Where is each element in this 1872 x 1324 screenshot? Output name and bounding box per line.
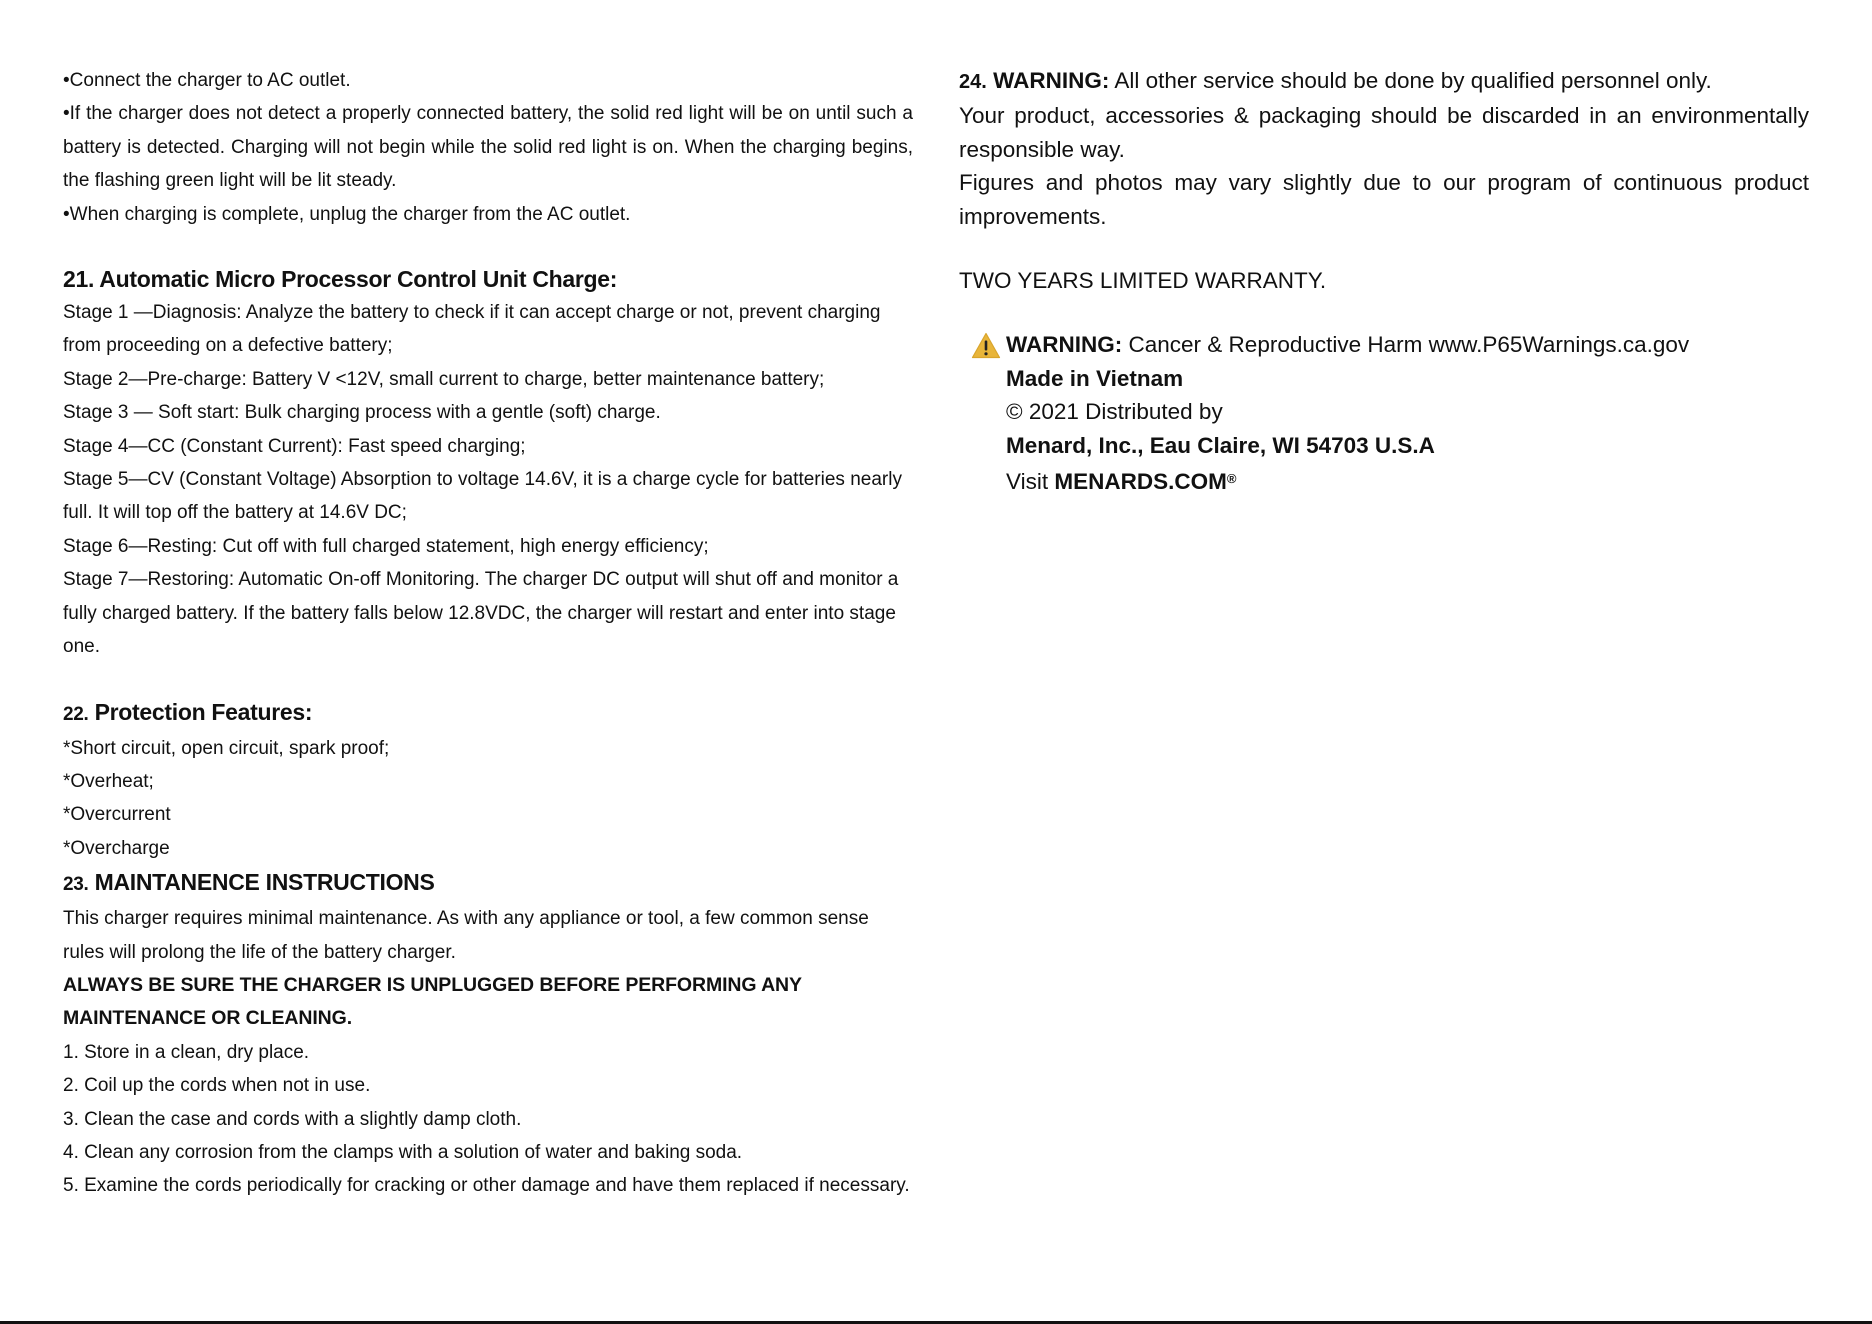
left-column (63, 64, 913, 1203)
maintenance-step: 4. Clean any corrosion from the clamps with a solution of water and baking soda. (63, 1141, 743, 1163)
maintenance-caution: ALWAYS BE SURE THE CHARGER IS UNPLUGGED BEFORE PERFORMING ANY MAINTENANCE OR CLEANING. (63, 973, 802, 1030)
protection-item: *Overcharge (63, 837, 170, 859)
website-link[interactable]: MENARDS.COM (1054, 469, 1227, 495)
stage-5: Stage 5—CV (Constant Voltage) Absorption to voltage 14.6V, it is a charge cycle for batteries nearly full. It will top off the battery at 14.6V DC; (63, 469, 902, 524)
stage-7: Stage 7—Restoring: Automatic On-off Monitoring. The charger DC output will shut off and monitor a fully charged battery. If the battery falls below 12.8VDC, the charger will restart and enter into stage one. (63, 569, 899, 658)
maintenance-step: 5. Examine the cords periodically for cracking or other damage and have them replaced if necessary. (63, 1175, 910, 1197)
warning-triangle-icon (971, 332, 1001, 359)
section-23-title (63, 865, 913, 902)
stage-2: Stage 2—Pre-charge: Battery V <12V, small current to charge, better maintenance battery; (63, 368, 825, 390)
section-24-number: 24. (959, 71, 987, 93)
maintenance-step: 2. Coil up the cords when not in use. (63, 1075, 371, 1097)
section-22-number: 22. (63, 703, 89, 725)
visit-line (959, 462, 1809, 498)
warranty: TWO YEARS LIMITED WARRANTY. (959, 268, 1327, 294)
section-24-warning (959, 64, 1809, 99)
stage-1: Stage 1 —Diagnosis: Analyze the battery to check if it can accept charge or not, prevent charging from proceeding on a defective battery; (63, 302, 881, 357)
protection-item: *Overheat; (63, 770, 154, 792)
prop65-warning (959, 328, 1809, 361)
distributed-by: © 2021 Distributed by (1006, 399, 1223, 425)
prop65-label: WARNING: (1006, 332, 1123, 358)
stage-3: Stage 3 — Soft start: Bulk charging process with a gentle (soft) charge. (63, 402, 661, 424)
figures-note: Figures and photos may vary slightly due to our program of continuous product improvements. (959, 170, 1809, 229)
disposal-note: Your product, accessories & packaging should be discarded in an environmentally responsible way. (959, 103, 1809, 162)
protection-item: *Short circuit, open circuit, spark proof; (63, 737, 390, 759)
section-21-title: 21. Automatic Micro Processor Control Unit Charge: (63, 266, 618, 293)
section-22-label: Protection Features: (94, 698, 313, 725)
intro-detect: •If the charger does not detect a properly connected battery, the solid red light will be on until such a battery is detected. Charging will not begin while the solid red light is on. When the charging begins, the flashing green light will be lit steady. (63, 103, 913, 192)
intro-complete: •When charging is complete, unplug the charger from the AC outlet. (63, 203, 631, 225)
maintenance-intro: This charger requires minimal maintenance. As with any appliance or tool, a few common sense rules will prolong the life of the battery charger. (63, 908, 869, 963)
made-in: Made in Vietnam (1006, 365, 1184, 391)
section-23-number: 23. (63, 874, 89, 896)
stage-6: Stage 6—Resting: Cut off with full charged statement, high energy efficiency; (63, 535, 709, 557)
company-address: Menard, Inc., Eau Claire, WI 54703 U.S.A (1006, 432, 1435, 458)
section-23-label: MAINTANENCE INSTRUCTIONS (94, 869, 435, 896)
visit-label: Visit (1006, 469, 1049, 495)
maintenance-step: 1. Store in a clean, dry place. (63, 1041, 310, 1063)
stage-4: Stage 4—CC (Constant Current): Fast speed charging; (63, 435, 526, 457)
intro-connect: •Connect the charger to AC outlet. (63, 70, 351, 91)
right-column (959, 64, 1809, 498)
protection-item: *Overcurrent (63, 804, 171, 826)
section-22-title (63, 695, 913, 732)
registered-mark: ® (1226, 471, 1237, 487)
section-24-text: All other service should be done by qualified personnel only. (1114, 68, 1712, 93)
section-24-label: WARNING: (993, 68, 1110, 93)
prop65-text: Cancer & Reproductive Harm www.P65Warnings.ca.gov (1128, 332, 1690, 358)
maintenance-step: 3. Clean the case and cords with a slightly damp cloth. (63, 1108, 522, 1130)
